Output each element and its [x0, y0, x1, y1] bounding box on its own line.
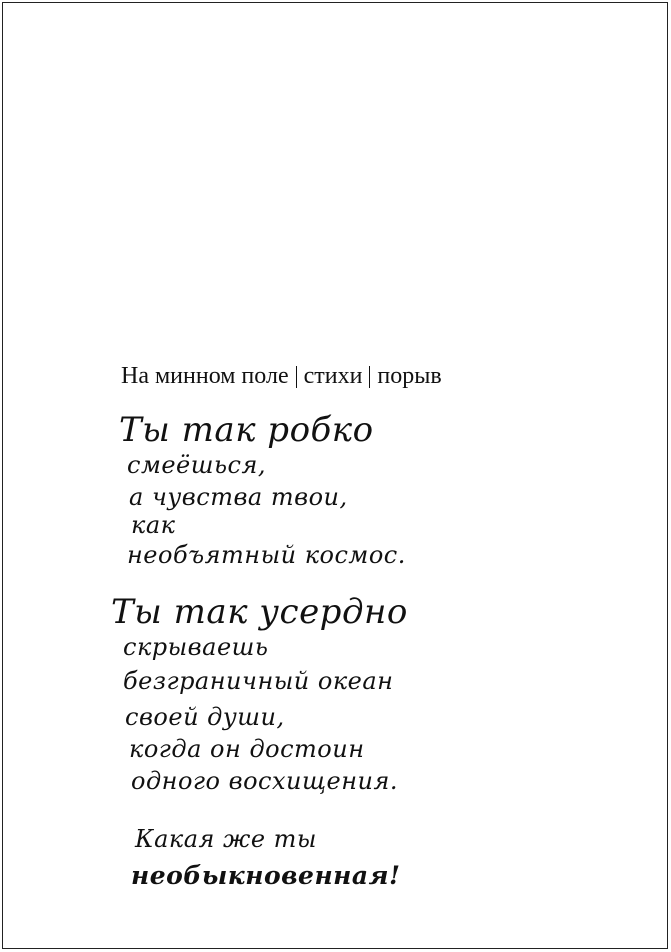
- poem-line-text: Ты так усердно: [111, 592, 408, 632]
- header-section: стихи: [303, 363, 363, 389]
- header-title: На минном поле: [121, 363, 289, 389]
- poem-line-emphasis: необыкновенная!: [131, 861, 401, 890]
- page-header: [121, 363, 442, 390]
- poem-line-text: Ты так робко: [119, 410, 374, 450]
- poem-line: [111, 592, 408, 632]
- poem-line: а чувства твои,: [129, 483, 348, 511]
- poem-line: безграничный океан: [123, 667, 394, 695]
- poem-line: своей души,: [125, 703, 285, 731]
- header-subsection: порыв: [377, 363, 442, 389]
- poem-line: одного восхищения.: [131, 767, 398, 795]
- page: [2, 2, 668, 949]
- poem-line: скрываешь: [123, 633, 269, 661]
- poem-line: [119, 410, 374, 450]
- header-divider: [369, 366, 370, 388]
- poem-line: необъятный космос.: [127, 541, 406, 569]
- poem-line: как: [131, 511, 176, 539]
- poem-line: смеёшься,: [127, 451, 267, 479]
- poem-line: когда он достоин: [129, 735, 365, 763]
- poem-line: Какая же ты: [135, 825, 317, 853]
- header-divider: [296, 366, 297, 388]
